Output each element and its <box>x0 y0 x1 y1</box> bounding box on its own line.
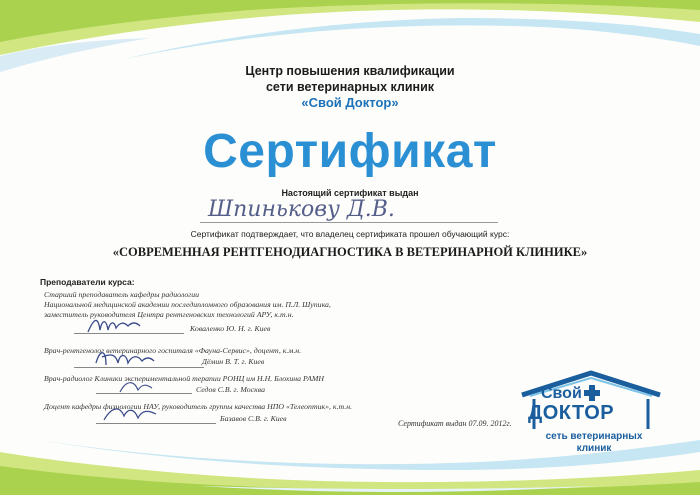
teacher-4-signature-name: Базавов С.В. г. Киев <box>220 414 287 423</box>
issued-label: Настоящий сертификат выдан <box>281 188 419 198</box>
plus-cross-icon <box>584 385 600 401</box>
signature-2 <box>92 345 158 371</box>
teacher-2-signature-name: Дёмин В. Т. г. Киев <box>202 357 265 366</box>
org-line-3: «Свой Доктор» <box>301 95 399 110</box>
logo-word-doktor: ДОКТОР <box>528 402 615 424</box>
teacher-1-line-1: Старший преподаватель кафедры радиологии <box>44 290 200 299</box>
signature-1 <box>84 312 144 338</box>
teacher-1-line-3: заместитель руководителя Центра рентгеновских технологий АРУ, к.т.н. <box>44 310 294 319</box>
logo-subtitle-1: сеть ветеринарных <box>545 431 643 442</box>
certificate-title: Сертификат <box>203 125 497 178</box>
org-line-2: сети ветеринарных клиник <box>265 80 435 94</box>
org-line-1: Центр повышения квалификации <box>245 64 455 78</box>
logo-word-svoy: Свой <box>541 385 582 402</box>
teacher-4-line-1: Доцент кафедры физиологии НАУ, руководитель группы качества НПО «Телеоптик», к.т.н. <box>44 402 353 411</box>
issue-date: Сертификат выдан 07.09. 2012г. <box>398 419 512 428</box>
teacher-1-line-2: Национальной медицинской академии последипломного образования им. П.Л. Шупика, <box>44 300 331 309</box>
teacher-2-line-1: Врач-рентгенолог ветеринарного госпиталя «Фауна-Сервис», доцент, к.м.н. <box>44 346 302 355</box>
teacher-3-signature-name: Седов С.В. г. Москва <box>196 385 265 394</box>
teacher-3-line-1: Врач-радиолог Клиники экспериментальной терапии РОНЦ им Н.Н. Блохина РАМН <box>44 374 324 383</box>
signature-4 <box>100 400 160 426</box>
logo-subtitle-2: клиник <box>576 443 612 454</box>
course-name: «СОВРЕМЕННАЯ РЕНТГЕНОДИАГНОСТИКА В ВЕТЕРИНАРНОЙ КЛИНИКЕ» <box>112 245 588 259</box>
recipient-name: Шпинькову Д.В. <box>200 197 498 223</box>
signature-3 <box>116 376 156 398</box>
confirm-text: Сертификат подтверждает, что владелец сертификата прошел обучающий курс: <box>190 229 510 239</box>
teachers-heading: Преподаватели курса: <box>40 277 135 287</box>
teacher-1-signature-name: Коваленко Ю. Н. г. Киев <box>190 324 271 333</box>
